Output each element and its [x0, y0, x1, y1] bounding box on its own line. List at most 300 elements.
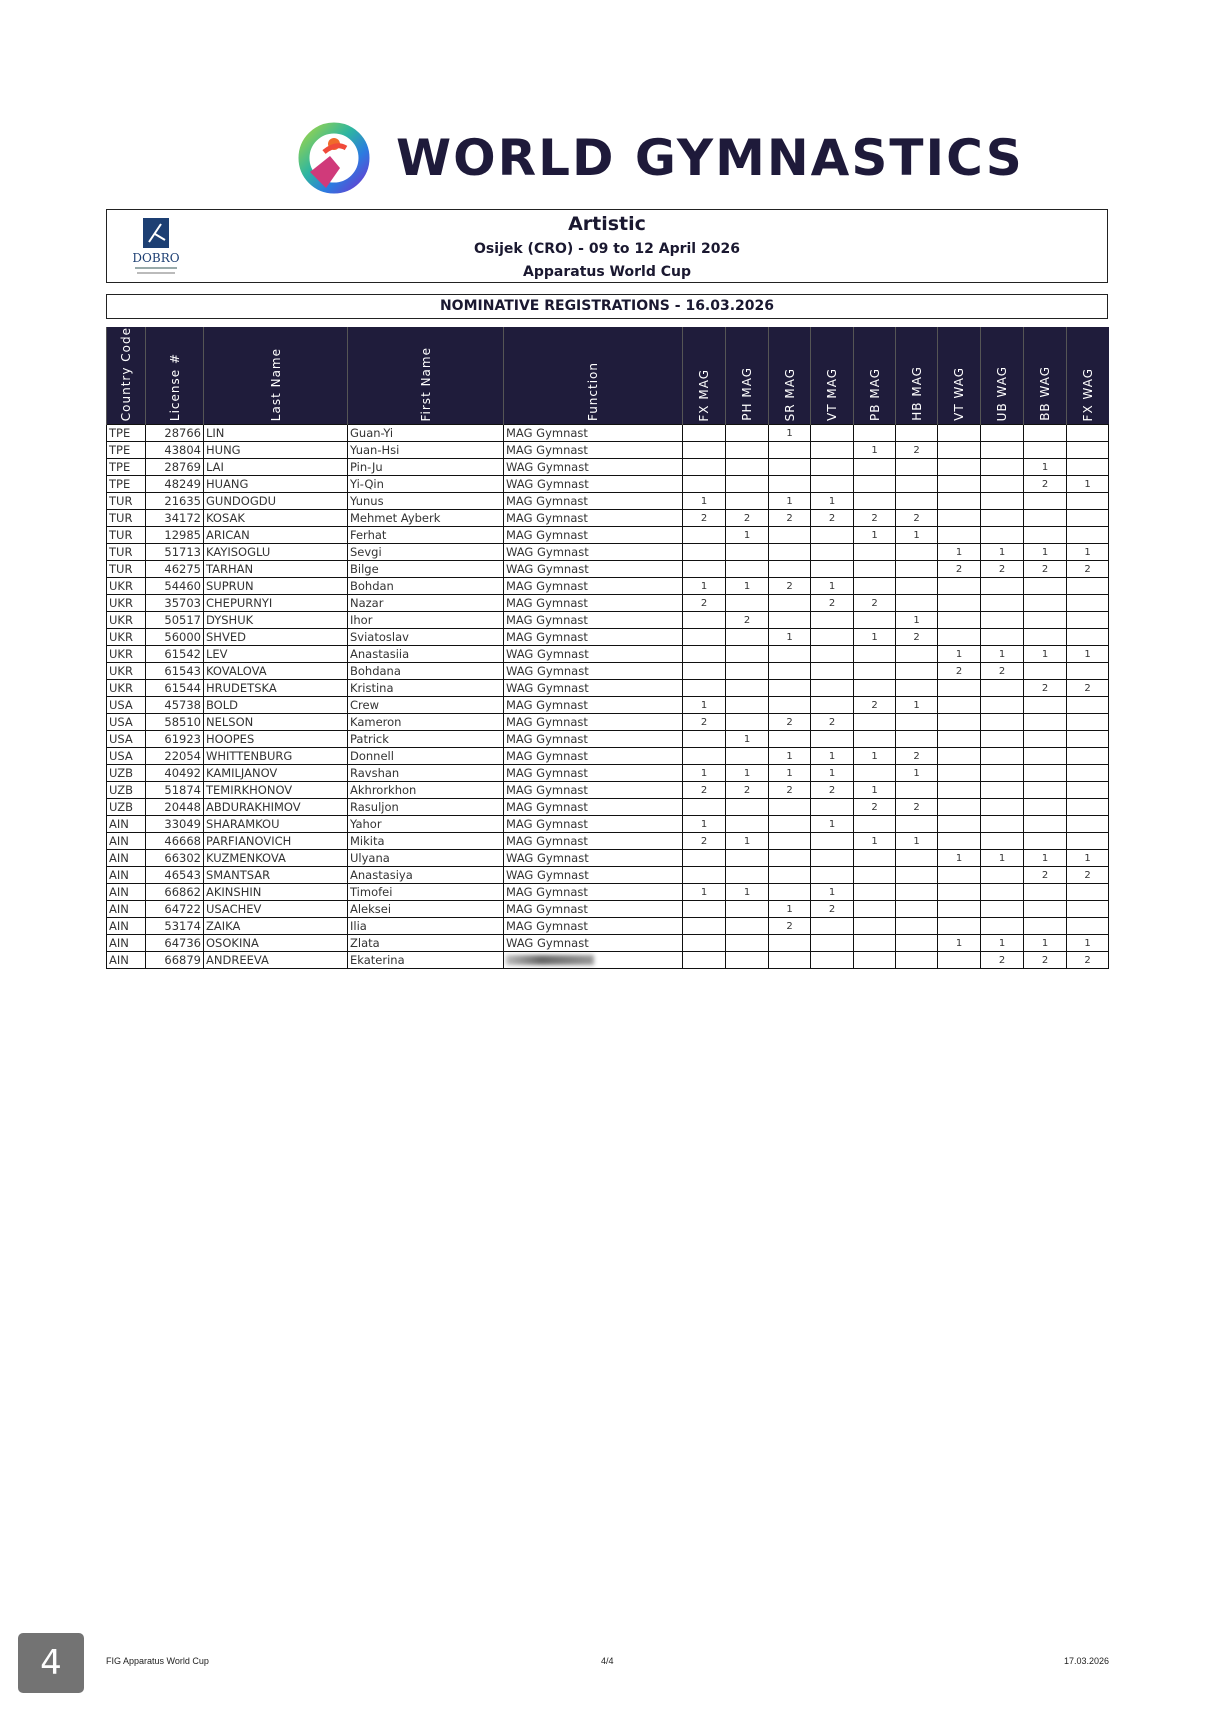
table-row — [107, 493, 1109, 510]
column-header-label: Country Code — [119, 327, 133, 422]
last-cell: HUANG — [204, 476, 348, 493]
apparatus-cell: 1 — [811, 884, 854, 901]
apparatus-cell — [683, 442, 726, 459]
license-cell: 40492 — [146, 765, 204, 782]
footer-date: 17.03.2026 — [1064, 1656, 1110, 1666]
apparatus-cell — [981, 867, 1024, 884]
apparatus-cell — [981, 493, 1024, 510]
apparatus-cell: 2 — [811, 595, 854, 612]
apparatus-cell: 1 — [683, 697, 726, 714]
last-cell: HUNG — [204, 442, 348, 459]
apparatus-cell — [1024, 663, 1067, 680]
table-row — [107, 578, 1109, 595]
last-cell: ANDREEVA — [204, 952, 348, 969]
apparatus-cell — [726, 595, 769, 612]
table-row — [107, 952, 1109, 969]
apparatus-cell: 1 — [981, 646, 1024, 663]
apparatus-cell — [769, 731, 811, 748]
apparatus-cell — [1024, 595, 1067, 612]
gymnast-logo-icon — [296, 122, 370, 194]
table-row — [107, 867, 1109, 884]
apparatus-cell — [683, 680, 726, 697]
apparatus-cell — [811, 799, 854, 816]
apparatus-cell — [1024, 918, 1067, 935]
apparatus-cell: 2 — [1067, 867, 1109, 884]
function-cell: MAG Gymnast — [504, 629, 683, 646]
license-cell: 53174 — [146, 918, 204, 935]
apparatus-cell — [1067, 425, 1109, 442]
apparatus-cell — [811, 918, 854, 935]
last-cell: USACHEV — [204, 901, 348, 918]
first-cell: Kristina — [348, 680, 504, 697]
registrations-table — [106, 327, 1109, 969]
apparatus-cell — [683, 918, 726, 935]
table-row — [107, 714, 1109, 731]
apparatus-cell — [683, 544, 726, 561]
country-cell: TUR — [107, 493, 146, 510]
last-cell: WHITTENBURG — [204, 748, 348, 765]
apparatus-cell — [938, 476, 981, 493]
apparatus-cell — [726, 867, 769, 884]
license-cell: 35703 — [146, 595, 204, 612]
country-cell: TPE — [107, 476, 146, 493]
apparatus-cell — [726, 561, 769, 578]
table-row — [107, 901, 1109, 918]
first-cell: Ulyana — [348, 850, 504, 867]
apparatus-cell — [854, 884, 896, 901]
apparatus-cell — [769, 476, 811, 493]
apparatus-cell — [811, 731, 854, 748]
license-cell: 61542 — [146, 646, 204, 663]
license-cell: 45738 — [146, 697, 204, 714]
apparatus-cell — [981, 476, 1024, 493]
first-cell: Ekaterina — [348, 952, 504, 969]
apparatus-cell: 1 — [854, 442, 896, 459]
last-cell: KUZMENKOVA — [204, 850, 348, 867]
apparatus-cell — [811, 680, 854, 697]
apparatus-cell: 2 — [896, 510, 938, 527]
apparatus-cell: 2 — [726, 510, 769, 527]
apparatus-cell — [683, 731, 726, 748]
last-cell: KAYISOGLU — [204, 544, 348, 561]
license-cell: 28769 — [146, 459, 204, 476]
apparatus-cell: 1 — [811, 765, 854, 782]
apparatus-cell — [896, 595, 938, 612]
apparatus-cell — [981, 731, 1024, 748]
apparatus-cell: 1 — [896, 765, 938, 782]
apparatus-cell — [854, 493, 896, 510]
apparatus-cell: 2 — [769, 782, 811, 799]
country-cell: UKR — [107, 680, 146, 697]
apparatus-cell — [811, 935, 854, 952]
function-cell: WAG Gymnast — [504, 935, 683, 952]
footer-page: 4/4 — [601, 1656, 614, 1666]
apparatus-cell — [683, 901, 726, 918]
license-cell: 64722 — [146, 901, 204, 918]
license-cell: 12985 — [146, 527, 204, 544]
apparatus-cell: 2 — [769, 918, 811, 935]
apparatus-cell — [854, 646, 896, 663]
apparatus-cell — [683, 663, 726, 680]
table-row — [107, 629, 1109, 646]
last-cell: KOVALOVA — [204, 663, 348, 680]
license-cell: 33049 — [146, 816, 204, 833]
apparatus-cell — [1024, 782, 1067, 799]
apparatus-cell — [726, 799, 769, 816]
apparatus-cell — [769, 561, 811, 578]
license-cell: 51874 — [146, 782, 204, 799]
svg-text:DOBRO: DOBRO — [132, 251, 180, 265]
apparatus-cell — [981, 816, 1024, 833]
apparatus-cell — [726, 425, 769, 442]
country-cell: USA — [107, 731, 146, 748]
apparatus-cell: 2 — [726, 612, 769, 629]
apparatus-cell — [726, 680, 769, 697]
apparatus-cell — [938, 952, 981, 969]
apparatus-cell — [896, 544, 938, 561]
apparatus-cell — [854, 850, 896, 867]
last-cell: LEV — [204, 646, 348, 663]
apparatus-cell — [726, 544, 769, 561]
license-cell: 22054 — [146, 748, 204, 765]
apparatus-cell: 1 — [769, 425, 811, 442]
apparatus-cell — [938, 782, 981, 799]
apparatus-cell: 1 — [938, 935, 981, 952]
function-cell: WAG Gymnast — [504, 459, 683, 476]
last-cell: PARFIANOVICH — [204, 833, 348, 850]
apparatus-cell — [726, 629, 769, 646]
apparatus-cell — [854, 680, 896, 697]
function-cell: MAG Gymnast — [504, 765, 683, 782]
last-cell: OSOKINA — [204, 935, 348, 952]
column-header — [981, 327, 1024, 425]
apparatus-cell — [1024, 714, 1067, 731]
last-cell: BOLD — [204, 697, 348, 714]
apparatus-cell: 2 — [938, 663, 981, 680]
country-cell: AIN — [107, 816, 146, 833]
function-cell: MAG Gymnast — [504, 578, 683, 595]
redacted-blur — [506, 955, 594, 965]
apparatus-cell — [811, 442, 854, 459]
apparatus-cell — [896, 714, 938, 731]
function-cell: MAG Gymnast — [504, 918, 683, 935]
function-cell: MAG Gymnast — [504, 731, 683, 748]
first-cell: Kameron — [348, 714, 504, 731]
apparatus-cell — [981, 629, 1024, 646]
apparatus-cell: 1 — [769, 629, 811, 646]
apparatus-cell — [896, 493, 938, 510]
apparatus-cell — [1067, 714, 1109, 731]
apparatus-cell — [1067, 510, 1109, 527]
apparatus-cell: 1 — [726, 833, 769, 850]
apparatus-cell — [938, 578, 981, 595]
license-cell: 46543 — [146, 867, 204, 884]
apparatus-cell: 2 — [769, 578, 811, 595]
apparatus-cell — [726, 952, 769, 969]
table-row — [107, 850, 1109, 867]
column-header — [504, 327, 683, 425]
apparatus-cell — [683, 476, 726, 493]
apparatus-cell — [683, 935, 726, 952]
country-cell: UKR — [107, 578, 146, 595]
table-row — [107, 612, 1109, 629]
apparatus-cell — [769, 935, 811, 952]
first-cell: Sviatoslav — [348, 629, 504, 646]
function-cell: MAG Gymnast — [504, 527, 683, 544]
column-header — [811, 327, 854, 425]
apparatus-cell: 2 — [769, 510, 811, 527]
apparatus-cell — [896, 867, 938, 884]
apparatus-cell — [683, 799, 726, 816]
function-cell: WAG Gymnast — [504, 646, 683, 663]
apparatus-cell — [938, 799, 981, 816]
apparatus-cell — [1024, 765, 1067, 782]
last-cell: HOOPES — [204, 731, 348, 748]
apparatus-cell: 2 — [683, 714, 726, 731]
apparatus-cell — [726, 748, 769, 765]
apparatus-cell — [726, 646, 769, 663]
last-cell: SHVED — [204, 629, 348, 646]
country-cell: AIN — [107, 918, 146, 935]
apparatus-cell: 1 — [1024, 935, 1067, 952]
apparatus-cell — [1067, 884, 1109, 901]
apparatus-cell — [726, 476, 769, 493]
apparatus-cell: 2 — [1024, 561, 1067, 578]
table-row — [107, 884, 1109, 901]
country-cell: TUR — [107, 510, 146, 527]
apparatus-cell — [981, 425, 1024, 442]
apparatus-cell — [896, 425, 938, 442]
apparatus-cell — [1067, 782, 1109, 799]
apparatus-cell: 2 — [811, 782, 854, 799]
apparatus-cell: 1 — [811, 748, 854, 765]
apparatus-cell — [811, 833, 854, 850]
apparatus-cell — [938, 680, 981, 697]
apparatus-cell: 2 — [1024, 476, 1067, 493]
apparatus-cell: 1 — [854, 782, 896, 799]
first-cell: Anastasiya — [348, 867, 504, 884]
apparatus-cell: 1 — [938, 646, 981, 663]
table-row — [107, 816, 1109, 833]
first-cell: Rasuljon — [348, 799, 504, 816]
license-cell: 61544 — [146, 680, 204, 697]
apparatus-cell: 1 — [726, 527, 769, 544]
first-cell: Yahor — [348, 816, 504, 833]
last-cell: GUNDOGDU — [204, 493, 348, 510]
apparatus-cell: 2 — [811, 714, 854, 731]
discipline-title: Artistic — [568, 213, 646, 235]
function-cell: MAG Gymnast — [504, 697, 683, 714]
country-cell: UKR — [107, 663, 146, 680]
apparatus-cell: 1 — [938, 850, 981, 867]
apparatus-cell: 1 — [1024, 459, 1067, 476]
last-cell: HRUDETSKA — [204, 680, 348, 697]
location-dates: Osijek (CRO) - 09 to 12 April 2026 — [474, 241, 740, 257]
apparatus-cell — [811, 476, 854, 493]
apparatus-cell — [769, 816, 811, 833]
table-row — [107, 544, 1109, 561]
apparatus-cell — [769, 646, 811, 663]
apparatus-cell: 1 — [896, 527, 938, 544]
apparatus-cell — [896, 816, 938, 833]
first-cell: Ihor — [348, 612, 504, 629]
apparatus-cell — [1067, 901, 1109, 918]
apparatus-cell — [854, 544, 896, 561]
country-cell: TUR — [107, 561, 146, 578]
apparatus-cell: 2 — [1067, 952, 1109, 969]
first-cell: Akhrorkhon — [348, 782, 504, 799]
function-cell: MAG Gymnast — [504, 816, 683, 833]
apparatus-cell: 1 — [811, 816, 854, 833]
country-cell: USA — [107, 748, 146, 765]
apparatus-cell — [811, 952, 854, 969]
column-header-label: PB MAG — [867, 368, 882, 422]
apparatus-cell — [1067, 612, 1109, 629]
apparatus-cell: 1 — [1067, 646, 1109, 663]
function-cell: WAG Gymnast — [504, 663, 683, 680]
apparatus-cell — [1067, 629, 1109, 646]
apparatus-cell — [938, 442, 981, 459]
apparatus-cell: 2 — [726, 782, 769, 799]
apparatus-cell — [1067, 816, 1109, 833]
license-cell: 48249 — [146, 476, 204, 493]
apparatus-cell: 1 — [854, 748, 896, 765]
apparatus-cell: 2 — [1024, 867, 1067, 884]
first-cell: Crew — [348, 697, 504, 714]
apparatus-cell — [811, 646, 854, 663]
apparatus-cell — [683, 646, 726, 663]
apparatus-cell: 1 — [896, 697, 938, 714]
first-cell: Mehmet Ayberk — [348, 510, 504, 527]
apparatus-cell — [981, 680, 1024, 697]
apparatus-cell — [1067, 459, 1109, 476]
first-cell: Anastasiia — [348, 646, 504, 663]
country-cell: UKR — [107, 595, 146, 612]
apparatus-cell: 1 — [854, 629, 896, 646]
apparatus-cell: 2 — [854, 510, 896, 527]
function-cell: MAG Gymnast — [504, 425, 683, 442]
apparatus-cell: 2 — [896, 799, 938, 816]
apparatus-cell — [896, 935, 938, 952]
apparatus-cell — [811, 850, 854, 867]
apparatus-cell — [896, 782, 938, 799]
country-cell: TPE — [107, 442, 146, 459]
apparatus-cell: 1 — [726, 884, 769, 901]
apparatus-cell: 1 — [896, 612, 938, 629]
function-cell: MAG Gymnast — [504, 833, 683, 850]
column-header — [726, 327, 769, 425]
apparatus-cell: 1 — [1067, 850, 1109, 867]
apparatus-cell — [938, 816, 981, 833]
country-cell: TPE — [107, 425, 146, 442]
apparatus-cell: 1 — [854, 527, 896, 544]
license-cell: 66862 — [146, 884, 204, 901]
table-row — [107, 595, 1109, 612]
apparatus-cell — [981, 748, 1024, 765]
apparatus-cell — [981, 714, 1024, 731]
apparatus-cell — [726, 901, 769, 918]
first-cell: Yuan-Hsi — [348, 442, 504, 459]
footer-event: FIG Apparatus World Cup — [106, 1656, 209, 1666]
apparatus-cell: 2 — [981, 561, 1024, 578]
function-cell: WAG Gymnast — [504, 867, 683, 884]
column-header-label: UB WAG — [995, 365, 1009, 422]
function-cell: MAG Gymnast — [504, 884, 683, 901]
apparatus-cell — [896, 918, 938, 935]
function-cell: MAG Gymnast — [504, 799, 683, 816]
table-row — [107, 731, 1109, 748]
column-header-label: Last Name — [268, 348, 283, 422]
apparatus-cell: 2 — [896, 748, 938, 765]
license-cell: 64736 — [146, 935, 204, 952]
apparatus-cell — [1024, 510, 1067, 527]
last-cell: NELSON — [204, 714, 348, 731]
apparatus-cell — [1024, 697, 1067, 714]
first-cell: Donnell — [348, 748, 504, 765]
world-gymnastics-logo — [296, 122, 1024, 194]
table-row — [107, 935, 1109, 952]
apparatus-cell — [854, 731, 896, 748]
apparatus-cell — [1024, 799, 1067, 816]
apparatus-cell — [981, 595, 1024, 612]
function-cell: WAG Gymnast — [504, 680, 683, 697]
column-header — [348, 327, 504, 425]
apparatus-cell — [981, 833, 1024, 850]
table-header — [107, 327, 1109, 425]
table-row — [107, 510, 1109, 527]
apparatus-cell — [1024, 629, 1067, 646]
apparatus-cell — [1067, 527, 1109, 544]
apparatus-cell — [938, 714, 981, 731]
table-row — [107, 799, 1109, 816]
apparatus-cell: 1 — [769, 493, 811, 510]
apparatus-cell: 1 — [769, 765, 811, 782]
apparatus-cell — [938, 731, 981, 748]
apparatus-cell: 2 — [683, 510, 726, 527]
license-cell: 34172 — [146, 510, 204, 527]
apparatus-cell — [683, 612, 726, 629]
apparatus-cell: 1 — [726, 731, 769, 748]
country-cell: AIN — [107, 867, 146, 884]
country-cell: AIN — [107, 952, 146, 969]
column-header — [683, 327, 726, 425]
apparatus-cell — [726, 918, 769, 935]
apparatus-cell — [769, 850, 811, 867]
apparatus-cell — [981, 765, 1024, 782]
function-cell: WAG Gymnast — [504, 561, 683, 578]
apparatus-cell: 1 — [854, 833, 896, 850]
table-row — [107, 527, 1109, 544]
first-cell: Aleksei — [348, 901, 504, 918]
apparatus-cell — [811, 561, 854, 578]
function-cell: MAG Gymnast — [504, 442, 683, 459]
apparatus-cell — [854, 867, 896, 884]
apparatus-cell — [938, 697, 981, 714]
apparatus-cell — [1067, 595, 1109, 612]
table-row — [107, 782, 1109, 799]
column-header-label: HB MAG — [909, 366, 924, 422]
first-cell: Yi-Qin — [348, 476, 504, 493]
apparatus-cell: 1 — [683, 816, 726, 833]
last-cell: DYSHUK — [204, 612, 348, 629]
apparatus-cell — [769, 442, 811, 459]
apparatus-cell: 2 — [1067, 680, 1109, 697]
apparatus-cell — [811, 663, 854, 680]
apparatus-cell — [981, 612, 1024, 629]
column-header-label: PH MAG — [740, 367, 754, 422]
apparatus-cell: 2 — [981, 663, 1024, 680]
apparatus-cell — [769, 663, 811, 680]
